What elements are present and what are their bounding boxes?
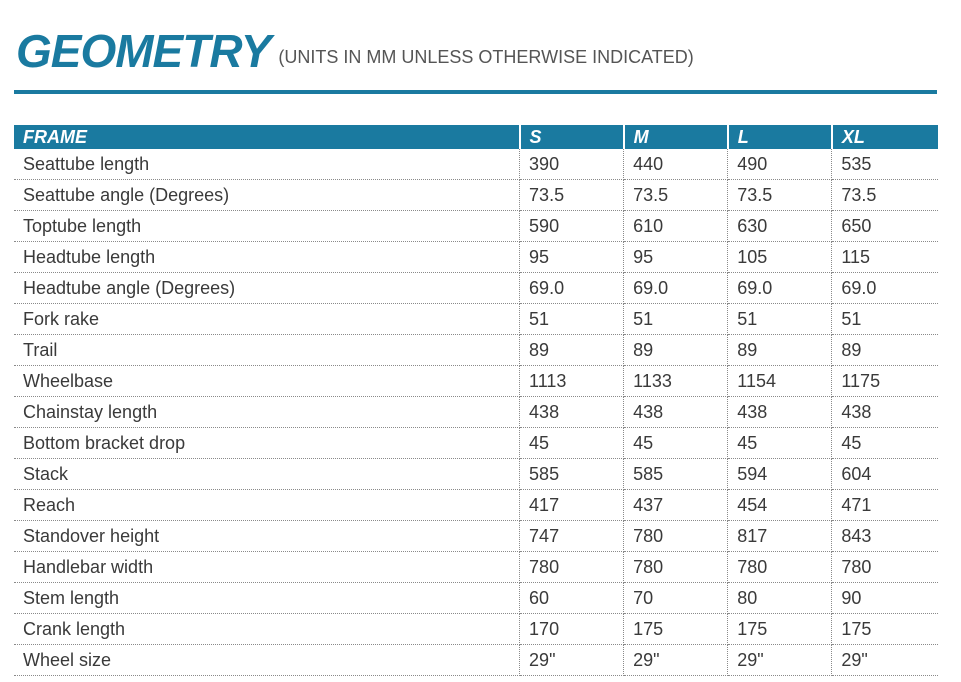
geometry-table (14, 125, 938, 676)
cell-value-m: 780 (624, 552, 728, 583)
row-label: Wheel size (14, 645, 520, 676)
cell-value-m: 1133 (624, 366, 728, 397)
row-label: Handlebar width (14, 552, 520, 583)
row-label: Standover height (14, 521, 520, 552)
cell-value-s: 390 (520, 149, 624, 180)
table-header-row (14, 125, 938, 149)
cell-value-m: 45 (624, 428, 728, 459)
cell-value-l: 45 (728, 428, 832, 459)
row-label: Headtube angle (Degrees) (14, 273, 520, 304)
cell-value-m: 437 (624, 490, 728, 521)
cell-value-l: 80 (728, 583, 832, 614)
cell-value-m: 51 (624, 304, 728, 335)
cell-value-l: 51 (728, 304, 832, 335)
table-row (14, 459, 938, 490)
cell-value-s: 585 (520, 459, 624, 490)
cell-value-xl: 604 (832, 459, 938, 490)
table-row (14, 397, 938, 428)
cell-value-m: 610 (624, 211, 728, 242)
row-label: Crank length (14, 614, 520, 645)
cell-value-s: 780 (520, 552, 624, 583)
cell-value-xl: 535 (832, 149, 938, 180)
cell-value-l: 73.5 (728, 180, 832, 211)
cell-value-m: 438 (624, 397, 728, 428)
row-label: Trail (14, 335, 520, 366)
cell-value-s: 73.5 (520, 180, 624, 211)
table-row (14, 521, 938, 552)
table-row (14, 614, 938, 645)
cell-value-l: 89 (728, 335, 832, 366)
cell-value-m: 95 (624, 242, 728, 273)
title-divider (14, 90, 937, 94)
cell-value-s: 51 (520, 304, 624, 335)
cell-value-xl: 650 (832, 211, 938, 242)
table-row (14, 149, 938, 180)
cell-value-xl: 780 (832, 552, 938, 583)
cell-value-m: 70 (624, 583, 728, 614)
row-label: Toptube length (14, 211, 520, 242)
table-row (14, 304, 938, 335)
cell-value-xl: 51 (832, 304, 938, 335)
cell-value-l: 780 (728, 552, 832, 583)
column-header-s: S (520, 125, 624, 149)
row-label: Seattube angle (Degrees) (14, 180, 520, 211)
cell-value-l: 490 (728, 149, 832, 180)
cell-value-s: 60 (520, 583, 624, 614)
row-label: Chainstay length (14, 397, 520, 428)
cell-value-s: 170 (520, 614, 624, 645)
cell-value-xl: 90 (832, 583, 938, 614)
cell-value-m: 440 (624, 149, 728, 180)
row-label: Reach (14, 490, 520, 521)
cell-value-l: 630 (728, 211, 832, 242)
cell-value-l: 1154 (728, 366, 832, 397)
row-label: Stem length (14, 583, 520, 614)
table-row (14, 335, 938, 366)
row-label: Bottom bracket drop (14, 428, 520, 459)
column-header-xl: XL (832, 125, 938, 149)
cell-value-m: 89 (624, 335, 728, 366)
cell-value-s: 747 (520, 521, 624, 552)
table-row (14, 428, 938, 459)
table-row (14, 273, 938, 304)
page-subtitle: (UNITS IN MM UNLESS OTHERWISE INDICATED) (278, 47, 694, 67)
row-label: Seattube length (14, 149, 520, 180)
page-header (16, 14, 694, 77)
table-row (14, 552, 938, 583)
cell-value-l: 175 (728, 614, 832, 645)
table-row (14, 490, 938, 521)
page-title: GEOMETRY (16, 25, 271, 77)
cell-value-s: 69.0 (520, 273, 624, 304)
row-label: Fork rake (14, 304, 520, 335)
cell-value-xl: 89 (832, 335, 938, 366)
cell-value-l: 29" (728, 645, 832, 676)
cell-value-xl: 175 (832, 614, 938, 645)
cell-value-m: 73.5 (624, 180, 728, 211)
row-label: Wheelbase (14, 366, 520, 397)
cell-value-l: 594 (728, 459, 832, 490)
cell-value-l: 69.0 (728, 273, 832, 304)
cell-value-m: 780 (624, 521, 728, 552)
table-row (14, 366, 938, 397)
cell-value-xl: 438 (832, 397, 938, 428)
cell-value-xl: 471 (832, 490, 938, 521)
cell-value-s: 417 (520, 490, 624, 521)
cell-value-s: 89 (520, 335, 624, 366)
cell-value-s: 590 (520, 211, 624, 242)
cell-value-xl: 73.5 (832, 180, 938, 211)
cell-value-xl: 69.0 (832, 273, 938, 304)
cell-value-xl: 29" (832, 645, 938, 676)
table-row (14, 583, 938, 614)
cell-value-xl: 115 (832, 242, 938, 273)
row-label: Headtube length (14, 242, 520, 273)
table-row (14, 242, 938, 273)
row-label: Stack (14, 459, 520, 490)
column-header-l: L (728, 125, 832, 149)
cell-value-xl: 1175 (832, 366, 938, 397)
column-header-frame: FRAME (14, 125, 520, 149)
cell-value-s: 29" (520, 645, 624, 676)
table-body (14, 149, 938, 676)
cell-value-l: 817 (728, 521, 832, 552)
cell-value-s: 1113 (520, 366, 624, 397)
table-row (14, 211, 938, 242)
cell-value-s: 45 (520, 428, 624, 459)
cell-value-xl: 843 (832, 521, 938, 552)
cell-value-m: 29" (624, 645, 728, 676)
cell-value-m: 69.0 (624, 273, 728, 304)
cell-value-m: 585 (624, 459, 728, 490)
cell-value-l: 454 (728, 490, 832, 521)
cell-value-m: 175 (624, 614, 728, 645)
column-header-m: M (624, 125, 728, 149)
cell-value-l: 438 (728, 397, 832, 428)
table-row (14, 645, 938, 676)
cell-value-s: 438 (520, 397, 624, 428)
table-row (14, 180, 938, 211)
cell-value-l: 105 (728, 242, 832, 273)
cell-value-s: 95 (520, 242, 624, 273)
cell-value-xl: 45 (832, 428, 938, 459)
